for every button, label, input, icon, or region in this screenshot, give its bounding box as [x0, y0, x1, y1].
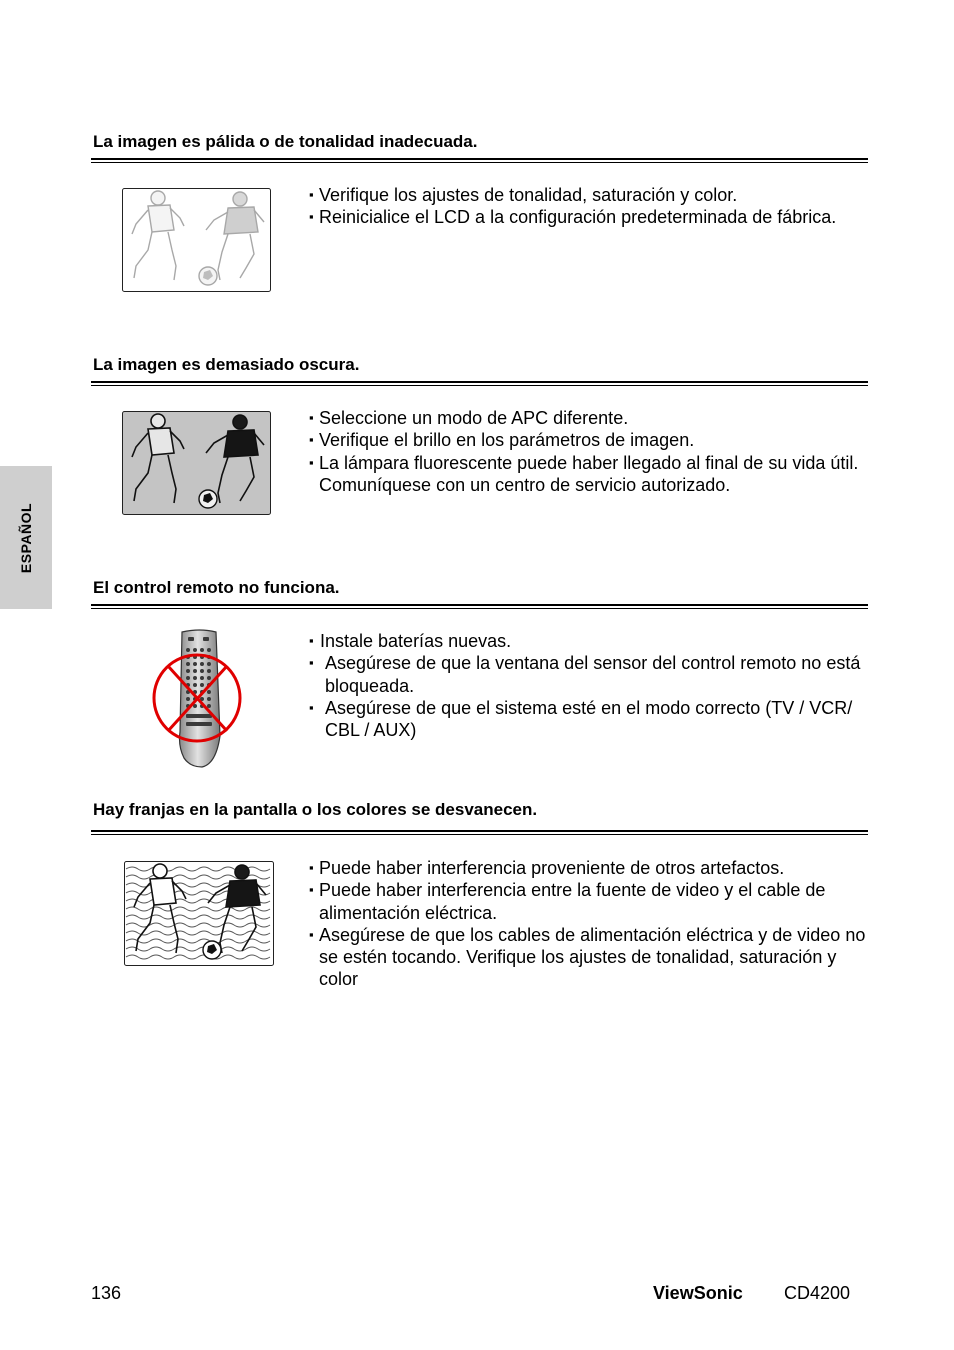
- list-item: ▪ Verifique el brillo en los parámetros de imagen.: [309, 429, 874, 451]
- section-title-stripes: Hay franjas en la pantalla o los colores se desvanecen.: [93, 800, 538, 819]
- striped-soccer-image: [124, 861, 274, 966]
- language-label: ESPAÑOL: [18, 502, 34, 574]
- list-item: ▪ Instale baterías nuevas.: [309, 630, 874, 652]
- section-title-remote: El control remoto no funciona.: [93, 578, 340, 597]
- section-divider: [91, 830, 868, 835]
- list-item: ▪ Asegúrese de que los cables de alimentación eléctrica y de video no se estén tocando. Verifique los ajustes de tonalidad, saturación y color: [309, 924, 874, 991]
- model-name: CD4200: [784, 1283, 851, 1303]
- section-divider: [91, 158, 868, 163]
- page-number: 136: [91, 1283, 122, 1303]
- list-item: ▪ Puede haber interferencia entre la fuente de video y el cable de alimentación eléctrica.: [309, 879, 874, 924]
- section-title-pale-image: La imagen es pálida o de tonalidad inadecuada.: [93, 132, 478, 151]
- section-title-dark-image: La imagen es demasiado oscura.: [93, 355, 360, 374]
- section-bullet-list: [309, 184, 874, 229]
- list-item: ▪ Verifique los ajustes de tonalidad, saturación y color.: [309, 184, 874, 206]
- list-item: ▪ Asegúrese de que el sistema esté en el modo correcto (TV / VCR/ CBL / AUX): [309, 697, 874, 742]
- dark-soccer-image: [122, 411, 271, 515]
- section-bullet-list: [309, 630, 874, 741]
- section-bullet-list: [309, 857, 874, 991]
- brand-name: ViewSonic: [653, 1283, 743, 1303]
- list-item: ▪ Puede haber interferencia proveniente de otros artefactos.: [309, 857, 874, 879]
- list-item: ▪ Reinicialice el LCD a la configuración predeterminada de fábrica.: [309, 206, 874, 228]
- section-bullet-list: [309, 407, 874, 496]
- list-item: ▪ Asegúrese de que la ventana del sensor del control remoto no está bloqueada.: [309, 652, 874, 697]
- crossed-out-remote-control: [150, 628, 244, 770]
- language-side-tab: [0, 466, 52, 609]
- section-divider: [91, 604, 868, 609]
- list-item: ▪ La lámpara fluorescente puede haber llegado al final de su vida útil. Comuníquese con un centro de servicio autorizado.: [309, 452, 874, 497]
- pale-soccer-image: [122, 188, 271, 292]
- section-divider: [91, 381, 868, 386]
- list-item: ▪ Seleccione un modo de APC diferente.: [309, 407, 874, 429]
